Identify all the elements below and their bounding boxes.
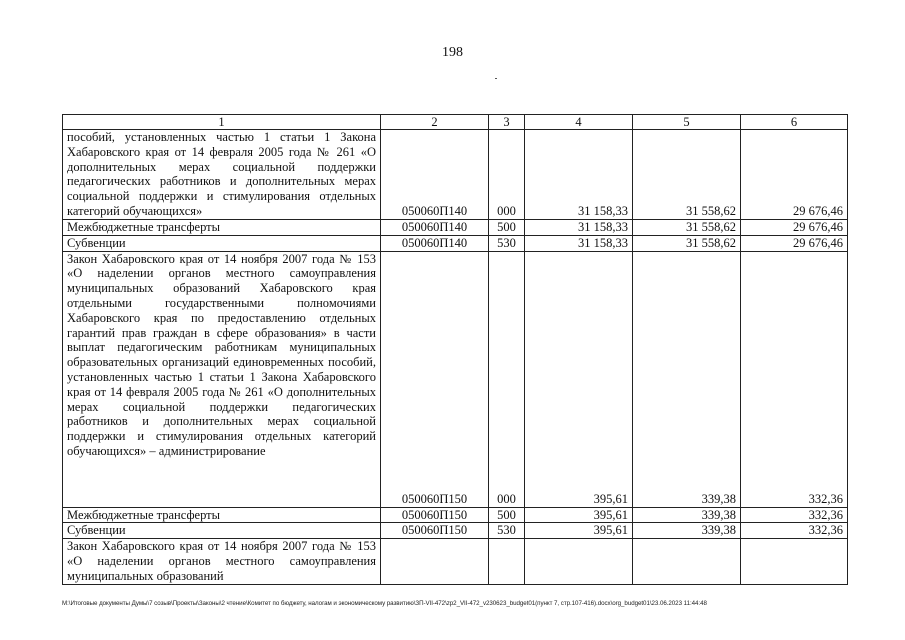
target-code: 050060П150: [381, 507, 489, 523]
amount-year-2: 339,38: [633, 507, 741, 523]
header-cell: 4: [525, 115, 633, 130]
amount-year-1: [525, 539, 633, 584]
amount-year-2: [633, 539, 741, 584]
expense-kind: 500: [489, 220, 525, 236]
header-cell: 3: [489, 115, 525, 130]
amount-year-3: [741, 539, 848, 584]
table-row: [63, 251, 848, 507]
expense-kind: 500: [489, 507, 525, 523]
expense-kind: 000: [489, 130, 525, 220]
budget-table: [62, 114, 848, 585]
amount-year-1: 395,61: [525, 523, 633, 539]
target-code: 050060П140: [381, 130, 489, 220]
amount-year-1: 31 158,33: [525, 220, 633, 236]
expense-kind: 530: [489, 523, 525, 539]
table-row: [63, 220, 848, 236]
amount-year-3: 332,36: [741, 251, 848, 507]
target-code: 050060П150: [381, 523, 489, 539]
table-row: [63, 130, 848, 220]
header-cell: 2: [381, 115, 489, 130]
row-description: Закон Хабаровского края от 14 ноября 2007 года № 153 «О наделении органов местного самоуправления муниципальных образований: [63, 539, 381, 584]
amount-year-3: 332,36: [741, 523, 848, 539]
amount-year-2: 339,38: [633, 523, 741, 539]
amount-year-2: 31 558,62: [633, 235, 741, 251]
page-mark: [495, 78, 497, 79]
expense-kind: 530: [489, 235, 525, 251]
row-description: пособий, установленных частью 1 статьи 1 Закона Хабаровского края от 14 февраля 2005 года № 261 «О дополнительных мерах социальной поддержки педагогических работников и дополнительных мерах социальной поддержки и стимулирования отдельных категорий обучающихся»: [63, 130, 381, 220]
amount-year-3: 29 676,46: [741, 220, 848, 236]
table-row: [63, 235, 848, 251]
target-code: 050060П150: [381, 251, 489, 507]
row-description: Субвенции: [63, 523, 381, 539]
amount-year-3: 29 676,46: [741, 130, 848, 220]
row-description: Межбюджетные трансферты: [63, 507, 381, 523]
table-row: [63, 523, 848, 539]
document-path-footer: М:\Итоговые документы Думы\7 созыв\Проекты\Законы\2 чтение\Комитет по бюджету, налогам и экономическому развитию\ЗП-VII-472\zp2_VII-472_v230623_budget01(пункт 7, стр.107-416).docx\org_budget01\23.06.2023 11:44:48: [62, 600, 707, 607]
amount-year-2: 31 558,62: [633, 130, 741, 220]
target-code: 050060П140: [381, 235, 489, 251]
amount-year-3: 332,36: [741, 507, 848, 523]
row-description: Закон Хабаровского края от 14 ноября 2007 года № 153 «О наделении органов местного самоуправления муниципальных образований Хабаровского края отдельными государственными полномочиями Хабаровского края по предоставлению отдельных гарантий прав граждан в сфере образования» в части выплат педагогическим работникам муниципальных образовательных организаций единовременных пособий, установленных частью 1 статьи 1 Закона Хабаровского края от 14 февраля 2005 года № 261 «О дополнительных мерах социальной поддержки педагогических работников и дополнительных мерах социальной поддержки и стимулирования отдельных категорий обучающихся» – администрирование: [63, 251, 381, 507]
target-code: 050060П140: [381, 220, 489, 236]
table-header-row: [63, 115, 848, 130]
header-cell: 6: [741, 115, 848, 130]
amount-year-1: 395,61: [525, 251, 633, 507]
expense-kind: 000: [489, 251, 525, 507]
page-number: 198: [442, 45, 463, 60]
target-code: [381, 539, 489, 584]
amount-year-3: 29 676,46: [741, 235, 848, 251]
amount-year-1: 395,61: [525, 507, 633, 523]
row-description: Межбюджетные трансферты: [63, 220, 381, 236]
header-cell: 1: [63, 115, 381, 130]
amount-year-1: 31 158,33: [525, 130, 633, 220]
header-cell: 5: [633, 115, 741, 130]
row-description: Субвенции: [63, 235, 381, 251]
expense-kind: [489, 539, 525, 584]
amount-year-2: 31 558,62: [633, 220, 741, 236]
table-row: [63, 507, 848, 523]
amount-year-1: 31 158,33: [525, 235, 633, 251]
amount-year-2: 339,38: [633, 251, 741, 507]
table-row: [63, 539, 848, 584]
